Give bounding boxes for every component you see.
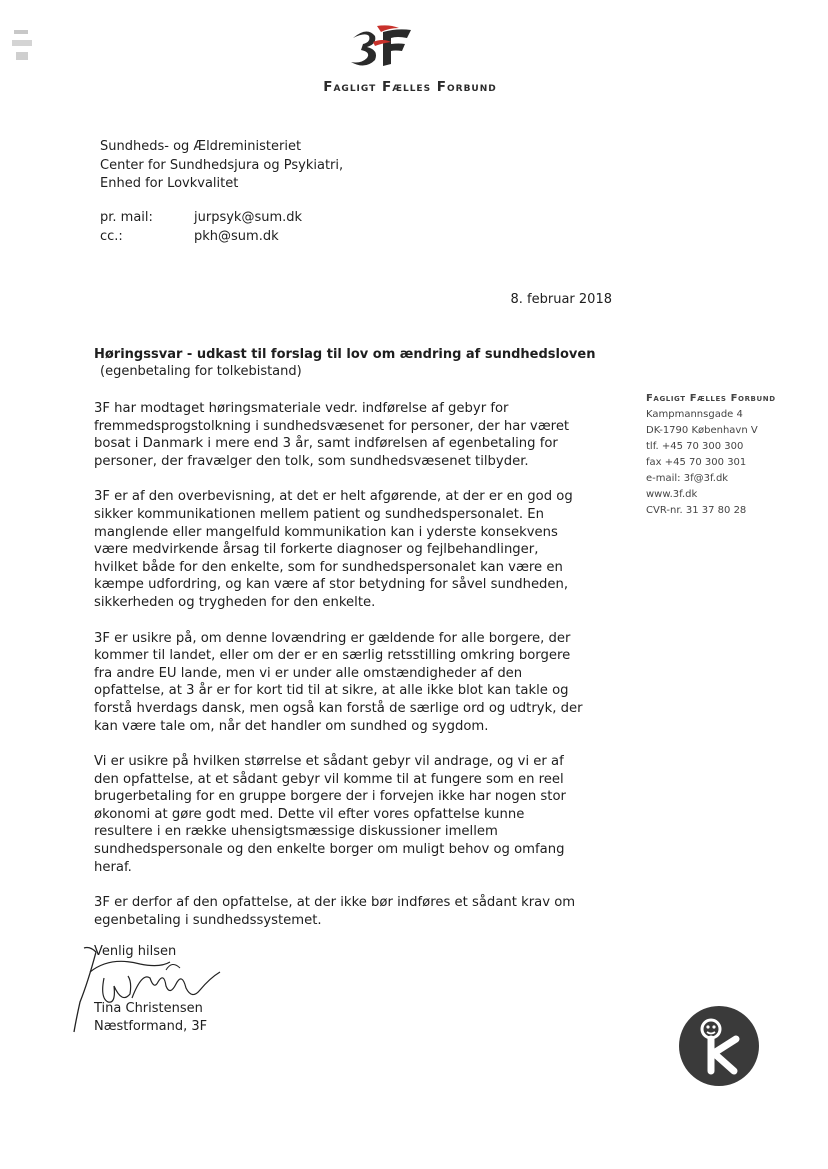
paragraph: Vi er usikre på hvilken størrelse et sådant gebyr vil andrage, og vi er af den opfattelse, at et sådant gebyr vil komme til at fungere som en reel brugerbetaling for en gruppe borgere der i forvejen ikke har nogen stor økonomi at gøre godt med. Dette vil efter vores opfattelse kunne resultere i en række uhensigtsmæssige diskussioner imellem sundhedspersonale og den enkelte borger om muligt behov og omfang heraf. (94, 754, 566, 875)
address-line[interactable]: www.3f.dk (646, 489, 698, 500)
subject-title: Høringssvar - udkast til forslag til lov om ændring af sundhedsloven (94, 347, 596, 362)
paragraph: 3F har modtaget høringsmateriale vedr. indførelse af gebyr for fremmedsprogstolkning i sundhedsvæsenet for personer, der har været bosat i Danmark i mere end 3 år, samt indførelsen af egenbetaling for personer, der fravælger den tolk, som sundhedsvæsenet tilbyder. (94, 401, 570, 469)
contact-mail-row (100, 210, 302, 225)
signer-name: Tina Christensen (94, 1001, 203, 1016)
3f-logo-icon (347, 24, 415, 70)
subject-block (94, 347, 614, 379)
contact-email[interactable]: pkh@sum.dk (194, 229, 279, 244)
recipient-block (100, 138, 343, 194)
paragraph: 3F er usikre på, om denne lovændring er gældende for alle borgere, der kommer til landet, eller om der er en særlig retsstilling omkring borgere fra andre EU lande, men vi er under alle omstændigheder af den opfattelse, at 3 år er for kort tid til at sikre, at alle ikke blot kan takle og forstå hverdags dansk, men også kan forstå de særlige ord og udtryk, der kan være tale om, når det handler om sundhed og sygdom. (94, 630, 583, 734)
org-name: Fagligt Fælles Forbund (323, 79, 497, 95)
signer-role: Næstformand, 3F (94, 1019, 208, 1034)
sender-address-block (646, 391, 776, 519)
letter-date: 8. februar 2018 (510, 292, 612, 307)
recipient-line: Enhed for Lovkvalitet (100, 176, 239, 191)
scan-artifact-icon (10, 28, 40, 68)
letter-body (94, 400, 624, 947)
contact-label: cc.: (100, 229, 123, 244)
contact-label: pr. mail: (100, 210, 153, 225)
recipient-line: Center for Sundhedsjura og Psykiatri, (100, 157, 344, 173)
address-line: tlf. +45 70 300 300 (646, 441, 744, 452)
paragraph: 3F er derfor af den opfattelse, at der ikke bør indføres et sådant krav om egenbetaling i sundhedssystemet. (94, 895, 576, 928)
address-line: fax +45 70 300 301 (646, 457, 747, 468)
address-line: DK-1790 København V (646, 425, 758, 436)
signer-block (94, 1000, 207, 1036)
paragraph: 3F er af den overbevisning, at det er helt afgørende, at der er en god og sikker kommunikationen mellem patient og sundhedspersonalet. En manglende eller mangelfuld kommunikation kan i yderste konsekvens være medvirkende årsag til forkerte diagnoser og fejlbehandlinger, hvilket både for den enkelte, som for sundhedspersonalet kan være en kæmpe udfordring, og kan være af stor betydning for såvel sundheden, sikkerheden og trygheden for den enkelte. (94, 489, 573, 610)
contact-cc-row (100, 229, 279, 244)
smiley-k-stamp-icon (678, 1005, 760, 1087)
sender-org: Fagligt Fælles Forbund (646, 393, 776, 404)
subject-subtitle: (egenbetaling for tolkebistand) (100, 364, 302, 379)
address-line: CVR-nr. 31 37 80 28 (646, 505, 747, 516)
address-line: Kampmannsgade 4 (646, 409, 743, 420)
closing-greeting: Venlig hilsen (94, 944, 177, 959)
address-line[interactable]: e-mail: 3f@3f.dk (646, 473, 729, 484)
contact-email[interactable]: jurpsyk@sum.dk (194, 210, 303, 225)
recipient-line: Sundheds- og Ældreministeriet (100, 139, 302, 154)
